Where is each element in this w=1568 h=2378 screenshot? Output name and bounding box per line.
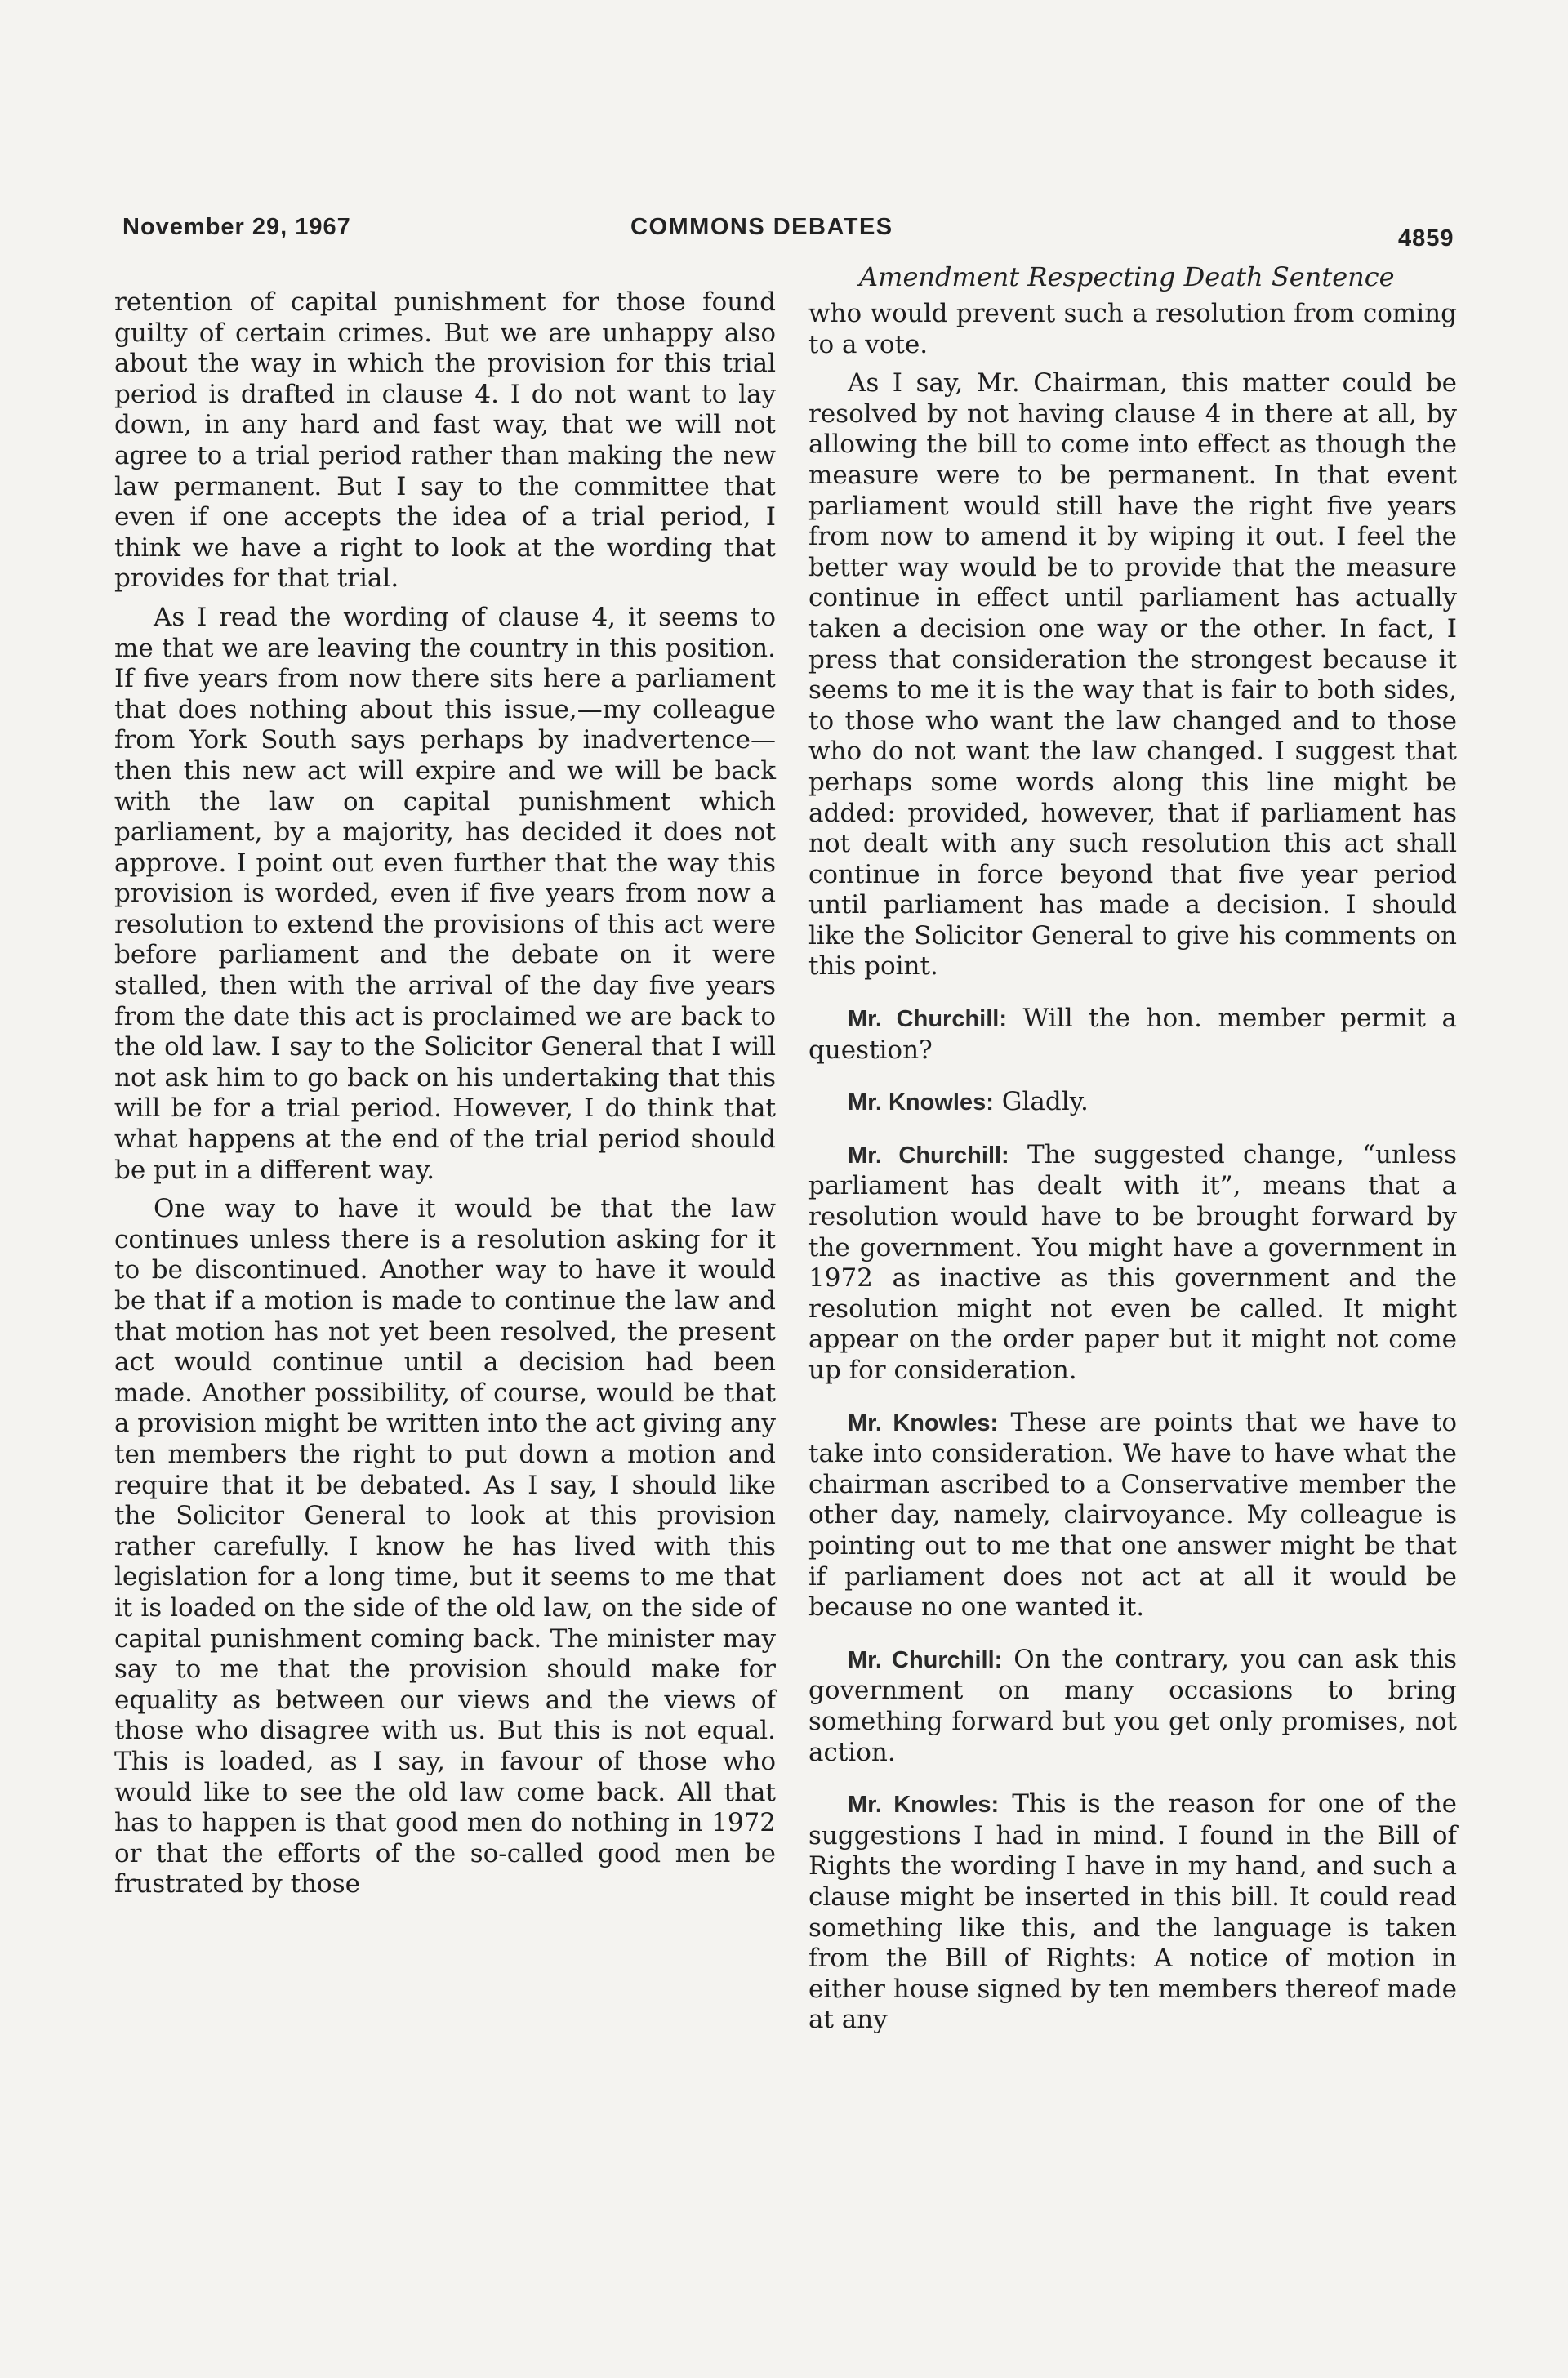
paragraph: As I read the wording of clause 4, it seems to me that we are leaving the country in this position. If five years from now there sits here a parliament that does nothing about this issue,—my colleague from York South says perhaps by inadvertence—then this new act will expire and we will be back with the law on capital punishment which parliament, by a majority, has decided it does not approve. I point out even further that the way this provision is worded, even if five years from now a resolution to extend the provisions of this act were before parliament and the debate on it were stalled, then with the arrival of the day five years from the date this act is proclaimed we are back to the old law. I say to the Solicitor General that I will not ask him to go back on his undertaking that this will be for a trial period. However, I do think that what happens at the end of the trial period should be put in a different way.: [114, 602, 776, 1185]
speech-exchange: [808, 1140, 1457, 1387]
section-subtitle: Amendment Respecting Death Sentence: [859, 261, 1395, 292]
speech-text: These are points that we have to take into consideration. We have to have what the chairman ascribed to a Conservative member the other day, namely, clairvoyance. My colleague is pointing out to me that one answer might be that if parliament does not act at all it would be because no one wanted it.: [808, 1407, 1458, 1623]
speech-text: This is the reason for one of the suggestions I had in mind. I found in the Bill of Rights the wording I have in my hand, and such a clause might be inserted in this bill. It could read something like this, and the language is taken from the Bill of Rights: A notice of motion in either house signed by ten members thereof made at any: [808, 1789, 1458, 2035]
right-column: [808, 299, 1457, 2036]
left-column: [114, 287, 776, 1900]
speech-exchange: [808, 1408, 1457, 1623]
paragraph: who would prevent such a resolution from coming to a vote.: [808, 299, 1457, 359]
speaker-name: Mr. Churchill:: [848, 1006, 1007, 1033]
speech-exchange: [808, 1789, 1457, 2036]
header-date: November 29, 1967: [122, 214, 351, 240]
header-title: COMMONS DEBATES: [630, 214, 893, 240]
speaker-name: Mr. Knowles:: [848, 1792, 1000, 1819]
speech-text: On the contrary, you can ask this government on many occasions to bring something forward but you get only promises, not action.: [808, 1644, 1457, 1767]
speech-text: Will the hon. member permit a question?: [808, 1004, 1457, 1065]
speaker-name: Mr. Churchill:: [848, 1142, 1009, 1169]
paragraph: One way to have it would be that the law continues unless there is a resolution asking for it to be discontinued. Another way to have it would be that if a motion is made to continue the law and that motion has not yet been resolved, the present act would continue until a decision had been made. Another possibility, of course, would be that a provision might be written into the act giving any ten members the right to put down a motion and require that it be debated. As I say, I should like the Solicitor General to look at this provision rather carefully. I know he has lived with this legislation for a long time, but it seems to me that it is loaded on the side of the old law, on the side of capital punishment coming back. The minister may say to me that the provision should make for equality as between our views and the views of those who disagree with us. But this is not equal. This is loaded, as I say, in favour of those who would like to see the old law come back. All that has to happen is that good men do nothing in 1972 or that the efforts of the so-called good men be frustrated by those: [114, 1194, 776, 1899]
speech-text: Gladly.: [1001, 1087, 1089, 1117]
paragraph: retention of capital punishment for those found guilty of certain crimes. But we are unhappy also about the way in which the provision for this trial period is drafted in clause 4. I do not want to lay down, in any hard and fast way, that we will not agree to a trial period rather than making the new law permanent. But I say to the committee that even if one accepts the idea of a trial period, I think we have a right to look at the wording that provides for that trial.: [114, 287, 776, 594]
speaker-name: Mr. Knowles:: [848, 1089, 994, 1116]
page-number: 4859: [1398, 225, 1454, 252]
speech-exchange: [808, 1645, 1457, 1768]
speech-exchange: [808, 1087, 1457, 1119]
speech-text: The suggested change, “unless parliament has dealt with it”, means that a resolution would have to be brought forward by the government. You might have a government in 1972 as inactive as this government and the resolution might not even be called. It might appear on the order paper but it might not come up for consideration.: [808, 1139, 1457, 1385]
paragraph: As I say, Mr. Chairman, this matter could be resolved by not having clause 4 in there at all, by allowing the bill to come into effect as though the measure were to be permanent. In that event parliament would still have the right five years from now to amend it by wiping it out. I feel the better way would be to provide that the measure continue in effect until parliament has actually taken a decision one way or the other. In fact, I press that consideration the strongest because it seems to me it is the way that is fair to both sides, to those who want the law changed and to those who do not want the law changed. I suggest that perhaps some words along this line might be added: provided, however, that if parliament has not dealt with any such resolution this act shall continue in force beyond that five year period until parliament has made a decision. I should like the Solicitor General to give his comments on this point.: [808, 368, 1457, 982]
speaker-name: Mr. Churchill:: [848, 1646, 1003, 1673]
speaker-name: Mr. Knowles:: [848, 1409, 999, 1436]
speech-exchange: [808, 1004, 1457, 1066]
